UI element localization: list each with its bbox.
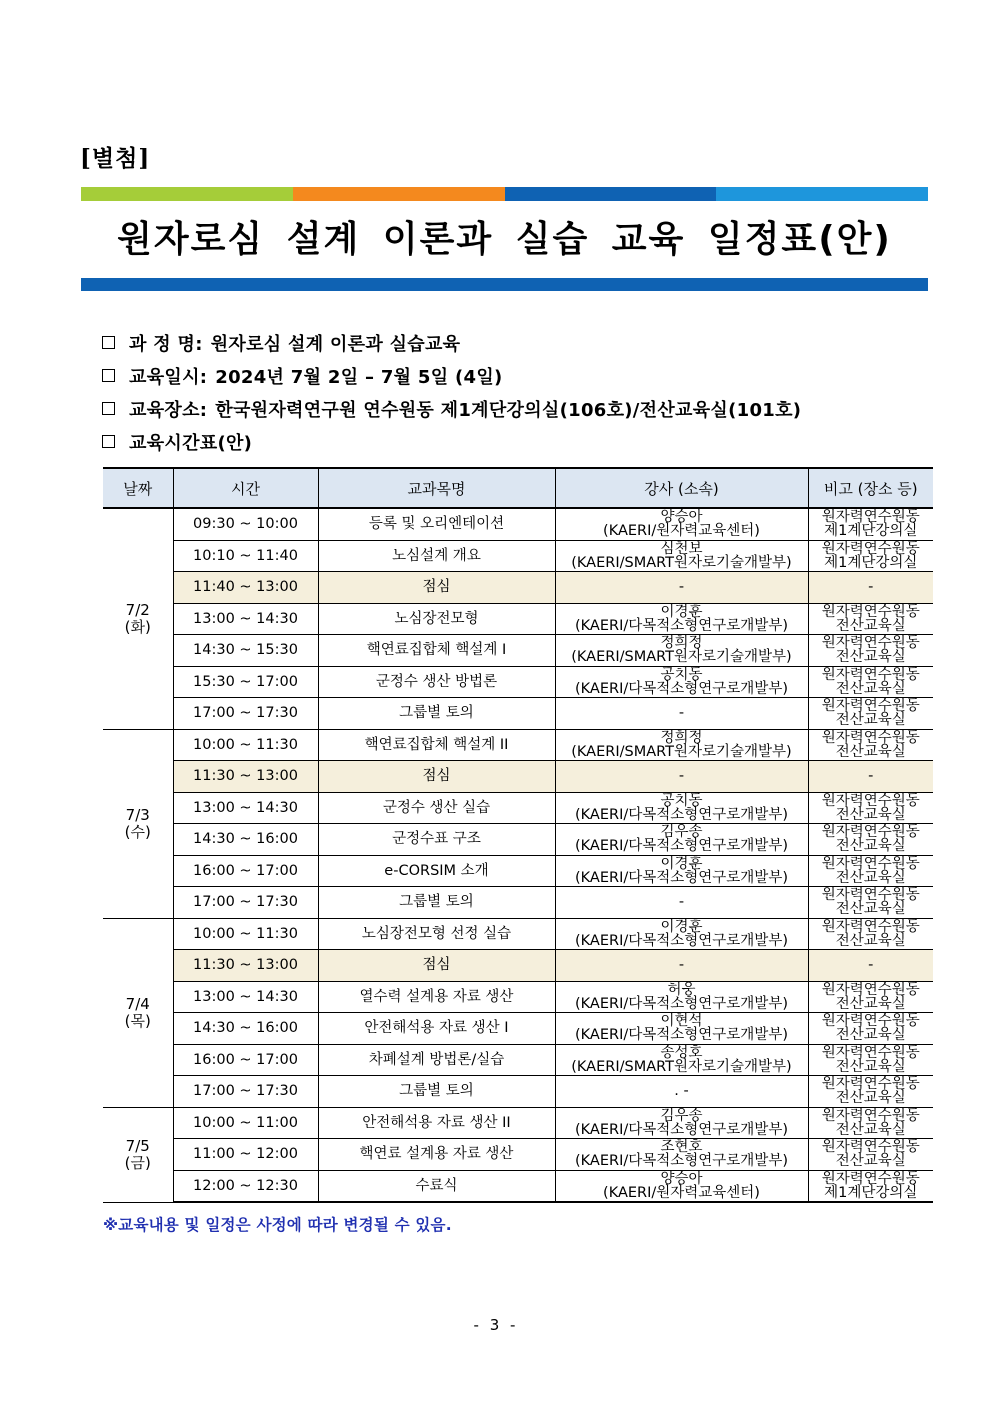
note-line: 전산교육실 bbox=[835, 838, 906, 855]
subject-cell: 등록 및 오리엔테이션 bbox=[318, 508, 555, 540]
instructor-name: - bbox=[678, 957, 685, 974]
note-cell bbox=[808, 887, 933, 919]
instructor-name: - bbox=[678, 768, 685, 785]
title-underline-bar bbox=[81, 278, 928, 291]
table-row bbox=[103, 729, 933, 761]
instructor-cell bbox=[555, 824, 808, 856]
table-row bbox=[103, 666, 933, 698]
subject-cell: 수료식 bbox=[318, 1170, 555, 1202]
color-bar-segment bbox=[716, 187, 928, 201]
course-date-line bbox=[102, 359, 942, 392]
table-row bbox=[103, 1107, 933, 1139]
subject-cell: 핵연료집합체 핵설계 II bbox=[318, 729, 555, 761]
info-label: 과 정 명: bbox=[129, 333, 203, 355]
instructor-affiliation: (KAERI/다목적소형연구로개발부) bbox=[575, 1121, 788, 1138]
time-cell: 17:00 ~ 17:30 bbox=[173, 1076, 318, 1108]
time-cell: 13:00 ~ 14:30 bbox=[173, 603, 318, 635]
instructor-name: 허웅 bbox=[667, 981, 696, 998]
table-row bbox=[103, 1076, 933, 1108]
date-cell bbox=[103, 729, 173, 918]
note-cell bbox=[808, 540, 933, 572]
time-cell: 11:00 ~ 12:00 bbox=[173, 1139, 318, 1171]
note-line: 전산교육실 bbox=[835, 1027, 906, 1044]
date-cell bbox=[103, 918, 173, 1107]
checkbox-icon bbox=[102, 402, 115, 415]
instructor-affiliation: (KAERI/다목적소형연구로개발부) bbox=[575, 932, 788, 949]
subject-cell: 군정수 생산 방법론 bbox=[318, 666, 555, 698]
instructor-name: 공치동 bbox=[660, 666, 703, 683]
subject-cell: 열수력 설계용 자료 생산 bbox=[318, 981, 555, 1013]
weekday-label: (화) bbox=[124, 617, 151, 636]
table-row bbox=[103, 603, 933, 635]
note-line: 원자력연수원동 bbox=[821, 1139, 920, 1156]
note-cell bbox=[808, 729, 933, 761]
course-name-line bbox=[102, 326, 942, 359]
note-line: 원자력연수원동 bbox=[821, 540, 920, 557]
table-row bbox=[103, 508, 933, 540]
instructor-name: - bbox=[678, 894, 685, 911]
note-line: 전산교육실 bbox=[835, 680, 906, 697]
color-bar-segment bbox=[293, 187, 505, 201]
instructor-cell bbox=[555, 1076, 808, 1108]
instructor-cell bbox=[555, 887, 808, 919]
time-cell: 14:30 ~ 16:00 bbox=[173, 824, 318, 856]
header-subject: 교과목명 bbox=[318, 468, 555, 508]
date-label: 7/5 bbox=[125, 1136, 150, 1155]
info-label: 교육일시: bbox=[129, 366, 208, 388]
time-cell: 14:30 ~ 15:30 bbox=[173, 635, 318, 667]
subject-cell: 핵연료 설계용 자료 생산 bbox=[318, 1139, 555, 1171]
instructor-cell bbox=[555, 1139, 808, 1171]
instructor-name: 김우송 bbox=[660, 824, 703, 841]
note-line: 원자력연수원동 bbox=[821, 981, 920, 998]
table-row bbox=[103, 540, 933, 572]
note-line: 원자력연수원동 bbox=[821, 698, 920, 715]
instructor-name: 정희정 bbox=[660, 635, 703, 652]
note-line: 원자력연수원동 bbox=[821, 509, 920, 526]
subject-cell: 노심장전모형 bbox=[318, 603, 555, 635]
instructor-cell bbox=[555, 1044, 808, 1076]
subject-cell: 그룹별 토의 bbox=[318, 1076, 555, 1108]
time-cell: 10:00 ~ 11:30 bbox=[173, 729, 318, 761]
note-line: 전산교육실 bbox=[835, 743, 906, 760]
note-cell bbox=[808, 698, 933, 730]
time-cell: 10:00 ~ 11:00 bbox=[173, 1107, 318, 1139]
note-cell bbox=[808, 572, 933, 604]
note-line: 전산교육실 bbox=[835, 932, 906, 949]
date-label: 7/4 bbox=[125, 994, 150, 1013]
instructor-name: 공치동 bbox=[660, 792, 703, 809]
instructor-cell bbox=[555, 603, 808, 635]
subject-cell: 안전해석용 자료 생산 I bbox=[318, 1013, 555, 1045]
note-line: - bbox=[868, 768, 874, 785]
note-line: 전산교육실 bbox=[835, 712, 906, 729]
instructor-name: 이경훈 bbox=[660, 855, 703, 872]
instructor-affiliation: (KAERI/다목적소형연구로개발부) bbox=[575, 838, 788, 855]
note-cell bbox=[808, 1139, 933, 1171]
instructor-name: 정희정 bbox=[660, 729, 703, 746]
instructor-cell bbox=[555, 698, 808, 730]
time-cell: 10:10 ~ 11:40 bbox=[173, 540, 318, 572]
time-cell: 16:00 ~ 17:00 bbox=[173, 1044, 318, 1076]
note-line: 전산교육실 bbox=[835, 1121, 906, 1138]
schedule-body bbox=[103, 508, 933, 1202]
instructor-name: 양승아 bbox=[660, 1170, 703, 1187]
info-label: 교육장소: bbox=[129, 399, 208, 421]
table-row bbox=[103, 635, 933, 667]
table-row bbox=[103, 855, 933, 887]
subject-cell: 점심 bbox=[318, 950, 555, 982]
color-bar-segment bbox=[81, 187, 293, 201]
table-row bbox=[103, 887, 933, 919]
note-cell bbox=[808, 1076, 933, 1108]
subject-cell: 그룹별 토의 bbox=[318, 698, 555, 730]
note-line: 원자력연수원동 bbox=[821, 792, 920, 809]
time-cell: 17:00 ~ 17:30 bbox=[173, 698, 318, 730]
note-cell bbox=[808, 918, 933, 950]
note-line: 전산교육실 bbox=[835, 995, 906, 1012]
table-row bbox=[103, 824, 933, 856]
instructor-name: 이현석 bbox=[660, 1013, 703, 1030]
time-cell: 13:00 ~ 14:30 bbox=[173, 981, 318, 1013]
note-cell bbox=[808, 824, 933, 856]
instructor-cell bbox=[555, 666, 808, 698]
instructor-cell bbox=[555, 918, 808, 950]
header-date: 날짜 bbox=[103, 468, 173, 508]
instructor-affiliation: (KAERI/다목적소형연구로개발부) bbox=[575, 995, 788, 1012]
note-line: 전산교육실 bbox=[835, 617, 906, 634]
table-row bbox=[103, 1013, 933, 1045]
time-cell: 11:40 ~ 13:00 bbox=[173, 572, 318, 604]
subject-cell: 차폐설계 방법론/실습 bbox=[318, 1044, 555, 1076]
instructor-affiliation: (KAERI/SMART원자로기술개발부) bbox=[571, 649, 792, 666]
note-cell bbox=[808, 1170, 933, 1202]
instructor-affiliation: (KAERI/다목적소형연구로개발부) bbox=[575, 617, 788, 634]
instructor-cell bbox=[555, 635, 808, 667]
instructor-affiliation: (KAERI/원자력교육센터) bbox=[603, 523, 760, 540]
note-cell bbox=[808, 761, 933, 793]
instructor-affiliation: (KAERI/SMART원자로기술개발부) bbox=[571, 743, 792, 760]
instructor-cell bbox=[555, 729, 808, 761]
time-cell: 12:00 ~ 12:30 bbox=[173, 1170, 318, 1202]
instructor-name: 송성호 bbox=[660, 1044, 703, 1061]
instructor-cell bbox=[555, 540, 808, 572]
table-row bbox=[103, 950, 933, 982]
note-cell bbox=[808, 603, 933, 635]
instructor-cell bbox=[555, 1013, 808, 1045]
weekday-label: (목) bbox=[124, 1011, 151, 1030]
note-line: 원자력연수원동 bbox=[821, 1107, 920, 1124]
info-value: 원자로심 설계 이론과 실습교육 bbox=[210, 333, 461, 355]
weekday-label: (수) bbox=[124, 822, 151, 841]
note-cell bbox=[808, 1107, 933, 1139]
note-line: 전산교육실 bbox=[835, 1058, 906, 1075]
note-line: 전산교육실 bbox=[835, 806, 906, 823]
time-cell: 15:30 ~ 17:00 bbox=[173, 666, 318, 698]
subject-cell: 안전해석용 자료 생산 II bbox=[318, 1107, 555, 1139]
info-label: 교육시간표(안) bbox=[129, 432, 253, 454]
schedule-notice: ※교육내용 및 일정은 사정에 따라 변경될 수 있음. bbox=[103, 1216, 452, 1234]
page-number: - 3 - bbox=[473, 1316, 519, 1334]
note-line: 전산교육실 bbox=[835, 901, 906, 918]
header-note: 비고 (장소 등) bbox=[808, 468, 933, 508]
time-cell: 16:00 ~ 17:00 bbox=[173, 855, 318, 887]
time-cell: 09:30 ~ 10:00 bbox=[173, 508, 318, 540]
note-line: - bbox=[868, 579, 874, 596]
time-cell: 11:30 ~ 13:00 bbox=[173, 950, 318, 982]
time-cell: 17:00 ~ 17:30 bbox=[173, 887, 318, 919]
instructor-affiliation: (KAERI/SMART원자로기술개발부) bbox=[571, 1058, 792, 1075]
table-row bbox=[103, 918, 933, 950]
note-cell bbox=[808, 1013, 933, 1045]
instructor-cell bbox=[555, 855, 808, 887]
info-value: 한국원자력연구원 연수원동 제1계단강의실(106호)/전산교육실(101호) bbox=[215, 399, 802, 421]
table-row bbox=[103, 698, 933, 730]
instructor-name: 심천보 bbox=[660, 540, 703, 557]
note-cell bbox=[808, 855, 933, 887]
instructor-affiliation: (KAERI/다목적소형연구로개발부) bbox=[575, 806, 788, 823]
subject-cell: 군정수표 구조 bbox=[318, 824, 555, 856]
schedule-table bbox=[103, 467, 933, 1203]
instructor-cell bbox=[555, 761, 808, 793]
instructor-name: . - bbox=[674, 1083, 689, 1100]
note-cell bbox=[808, 635, 933, 667]
instructor-cell bbox=[555, 981, 808, 1013]
checkbox-icon bbox=[102, 369, 115, 382]
instructor-name: 김우송 bbox=[660, 1107, 703, 1124]
instructor-cell bbox=[555, 508, 808, 540]
note-cell bbox=[808, 1044, 933, 1076]
instructor-cell bbox=[555, 792, 808, 824]
note-line: 전산교육실 bbox=[835, 869, 906, 886]
note-cell bbox=[808, 792, 933, 824]
page-title: 원자로심 설계 이론과 실습 교육 일정표(안) bbox=[117, 219, 892, 260]
note-cell bbox=[808, 508, 933, 540]
note-line: 전산교육실 bbox=[835, 1090, 906, 1107]
instructor-name: 조현호 bbox=[660, 1139, 703, 1156]
subject-cell: 노심설계 개요 bbox=[318, 540, 555, 572]
note-line: 전산교육실 bbox=[835, 1153, 906, 1170]
note-line: 제1계단강의실 bbox=[824, 523, 918, 540]
table-row bbox=[103, 572, 933, 604]
instructor-affiliation: (KAERI/다목적소형연구로개발부) bbox=[575, 1153, 788, 1170]
instructor-name: - bbox=[678, 705, 685, 722]
note-cell bbox=[808, 981, 933, 1013]
note-line: 원자력연수원동 bbox=[821, 635, 920, 652]
header-instructor: 강사 (소속) bbox=[555, 468, 808, 508]
table-row bbox=[103, 1170, 933, 1202]
instructor-name: 양승아 bbox=[660, 509, 703, 526]
note-line: 원자력연수원동 bbox=[821, 855, 920, 872]
time-cell: 11:30 ~ 13:00 bbox=[173, 761, 318, 793]
attachment-label: [별첨] bbox=[80, 145, 151, 172]
note-line: 전산교육실 bbox=[835, 649, 906, 666]
color-bar-segment bbox=[505, 187, 717, 201]
note-line: 제1계단강의실 bbox=[824, 1184, 918, 1201]
instructor-name: - bbox=[678, 579, 685, 596]
note-line: 원자력연수원동 bbox=[821, 729, 920, 746]
subject-cell: 점심 bbox=[318, 572, 555, 604]
time-cell: 14:30 ~ 16:00 bbox=[173, 1013, 318, 1045]
table-header-row bbox=[103, 468, 933, 508]
instructor-affiliation: (KAERI/다목적소형연구로개발부) bbox=[575, 680, 788, 697]
date-label: 7/3 bbox=[125, 805, 150, 824]
instructor-cell bbox=[555, 1107, 808, 1139]
table-row bbox=[103, 1044, 933, 1076]
time-cell: 10:00 ~ 11:30 bbox=[173, 918, 318, 950]
color-bar bbox=[81, 187, 928, 201]
subject-cell: e-CORSIM 소개 bbox=[318, 855, 555, 887]
checkbox-icon bbox=[102, 435, 115, 448]
table-row bbox=[103, 792, 933, 824]
instructor-name: 이경훈 bbox=[660, 603, 703, 620]
course-timetable-line bbox=[102, 425, 942, 458]
subject-cell: 군정수 생산 실습 bbox=[318, 792, 555, 824]
subject-cell: 그룹별 토의 bbox=[318, 887, 555, 919]
note-line: 제1계단강의실 bbox=[824, 554, 918, 571]
instructor-name: 이경훈 bbox=[660, 918, 703, 935]
note-line: 원자력연수원동 bbox=[821, 666, 920, 683]
table-row bbox=[103, 1139, 933, 1171]
instructor-cell bbox=[555, 950, 808, 982]
table-row bbox=[103, 981, 933, 1013]
instructor-affiliation: (KAERI/다목적소형연구로개발부) bbox=[575, 1027, 788, 1044]
note-line: 원자력연수원동 bbox=[821, 1170, 920, 1187]
note-line: 원자력연수원동 bbox=[821, 824, 920, 841]
instructor-cell bbox=[555, 1170, 808, 1202]
instructor-cell bbox=[555, 572, 808, 604]
weekday-label: (금) bbox=[124, 1153, 151, 1172]
subject-cell: 핵연료집합체 핵설계 I bbox=[318, 635, 555, 667]
checkbox-icon bbox=[102, 336, 115, 349]
instructor-affiliation: (KAERI/SMART원자로기술개발부) bbox=[571, 554, 792, 571]
date-cell bbox=[103, 508, 173, 729]
note-line: 원자력연수원동 bbox=[821, 603, 920, 620]
note-line: 원자력연수원동 bbox=[821, 1044, 920, 1061]
time-cell: 13:00 ~ 14:30 bbox=[173, 792, 318, 824]
course-venue-line bbox=[102, 392, 942, 425]
note-line: 원자력연수원동 bbox=[821, 1076, 920, 1093]
date-cell bbox=[103, 1107, 173, 1202]
note-cell bbox=[808, 666, 933, 698]
note-line: - bbox=[868, 957, 874, 974]
info-value: 2024년 7월 2일 – 7월 5일 (4일) bbox=[215, 366, 503, 388]
note-line: 원자력연수원동 bbox=[821, 918, 920, 935]
header-time: 시간 bbox=[173, 468, 318, 508]
note-line: 원자력연수원동 bbox=[821, 887, 920, 904]
table-row bbox=[103, 761, 933, 793]
course-info bbox=[102, 326, 942, 458]
note-cell bbox=[808, 950, 933, 982]
note-line: 원자력연수원동 bbox=[821, 1013, 920, 1030]
subject-cell: 노심장전모형 선정 실습 bbox=[318, 918, 555, 950]
subject-cell: 점심 bbox=[318, 761, 555, 793]
instructor-affiliation: (KAERI/다목적소형연구로개발부) bbox=[575, 869, 788, 886]
instructor-affiliation: (KAERI/원자력교육센터) bbox=[603, 1184, 760, 1201]
date-label: 7/2 bbox=[125, 600, 150, 619]
